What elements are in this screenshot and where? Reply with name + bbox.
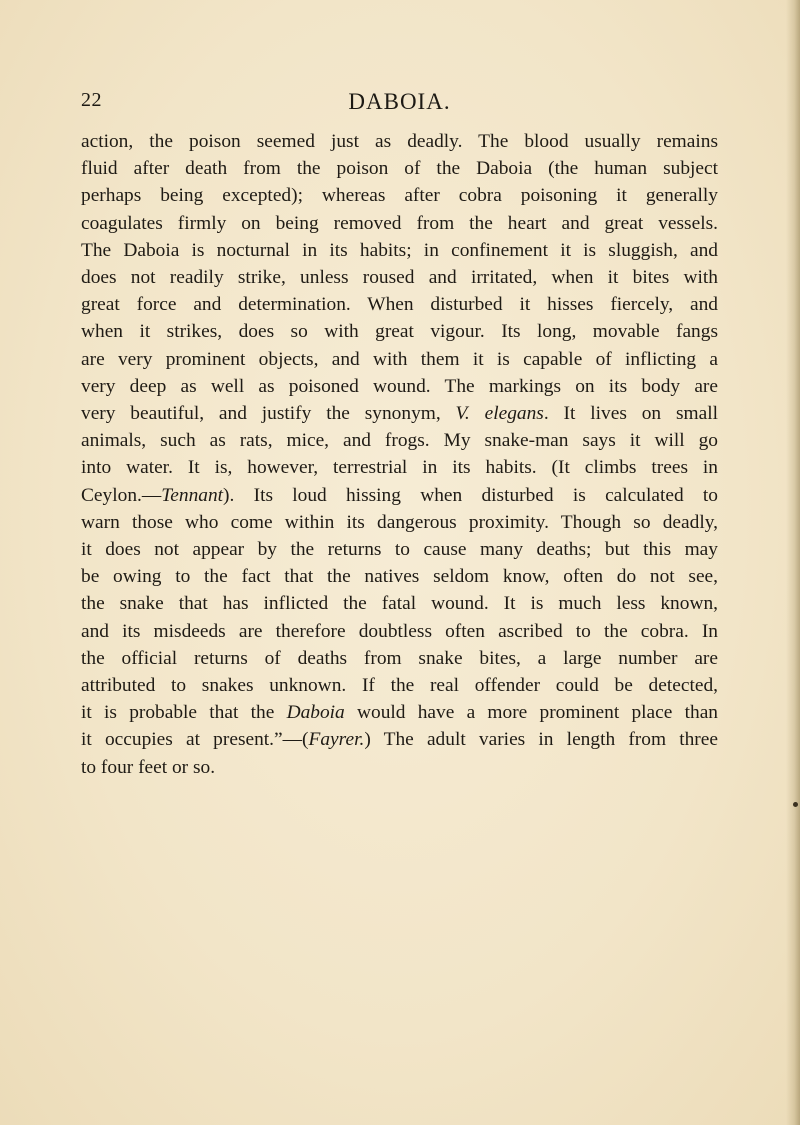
genus-daboia: Daboia: [286, 702, 345, 724]
text-line: action, the poison seemed just as deadly. The blood usually remains: [81, 131, 718, 152]
text-line: attributed to snakes unknown. If the real offender could be detected,: [81, 675, 718, 697]
text-line: it does not appear by the returns to cause many deaths; but this may: [81, 539, 718, 561]
text-segment: Ceylon.—: [81, 484, 162, 506]
text-segment: ) The adult varies in length from three: [364, 729, 718, 751]
paper-speck: [793, 802, 798, 807]
page-number: 22: [81, 89, 102, 111]
text-line: fluid after death from the poison of the Daboia (the human subject: [81, 158, 718, 180]
text-line: [81, 699, 718, 726]
text-line: the snake that has inflicted the fatal wound. It is much less known,: [81, 593, 718, 615]
text-line: are very prominent objects, and with them it is capable of inflicting a: [81, 348, 718, 370]
text-line: into water. It is, however, terrestrial in its habits. (It climbs trees in: [81, 457, 718, 479]
text-segment: ). Its loud hissing when disturbed is calculated to: [223, 484, 718, 506]
running-head: DABOIA.: [348, 89, 451, 114]
text-line: [81, 726, 718, 753]
text-line: The Daboia is nocturnal in its habits; in confinement it is sluggish, and: [81, 239, 718, 261]
text-line: perhaps being excepted); whereas after cobra poisoning it generally: [81, 185, 718, 207]
text-line: the official returns of deaths from snake bites, a large number are: [81, 647, 718, 669]
text-segment: it is probable that the: [81, 702, 287, 724]
synonym-species: elegans: [484, 403, 544, 425]
citation-fayrer: Fayrer.: [308, 729, 365, 751]
text-line: great force and determination. When disturbed it hisses fiercely, and: [81, 294, 718, 316]
text-line: and its misdeeds are therefore doubtless often ascribed to the cobra. In: [81, 620, 718, 642]
synonym-genus: V.: [455, 403, 470, 425]
text-line: very deep as well as poisoned wound. The markings on its body are: [81, 375, 718, 397]
text-line: animals, such as rats, mice, and frogs. My snake-man says it will go: [81, 430, 718, 452]
text-line: when it strikes, does so with great vigour. Its long, movable fangs: [81, 321, 718, 343]
text-segment: it occupies at present.”—(: [81, 729, 309, 751]
text-line: [81, 400, 718, 427]
text-line: coagulates firmly on being removed from the heart and great vessels.: [81, 212, 718, 234]
page-edge-shadow: [786, 0, 800, 1125]
text-segment: would have a more prominent place than: [344, 702, 718, 724]
page-header: [81, 89, 718, 119]
text-line: be owing to the fact that the natives seldom know, often do not see,: [81, 566, 718, 588]
body-text: [81, 128, 718, 781]
text-line: to four feet or so.: [81, 756, 216, 778]
text-line: does not readily strike, unless roused and irritated, when it bites with: [81, 267, 718, 289]
text-line: [81, 482, 718, 509]
citation-tennant: Tennant: [161, 484, 224, 506]
text-segment: very beautiful, and justify the synonym,: [81, 403, 456, 425]
text-line: warn those who come within its dangerous proximity. Though so deadly,: [81, 511, 718, 533]
text-segment: . It lives on small: [543, 403, 718, 425]
